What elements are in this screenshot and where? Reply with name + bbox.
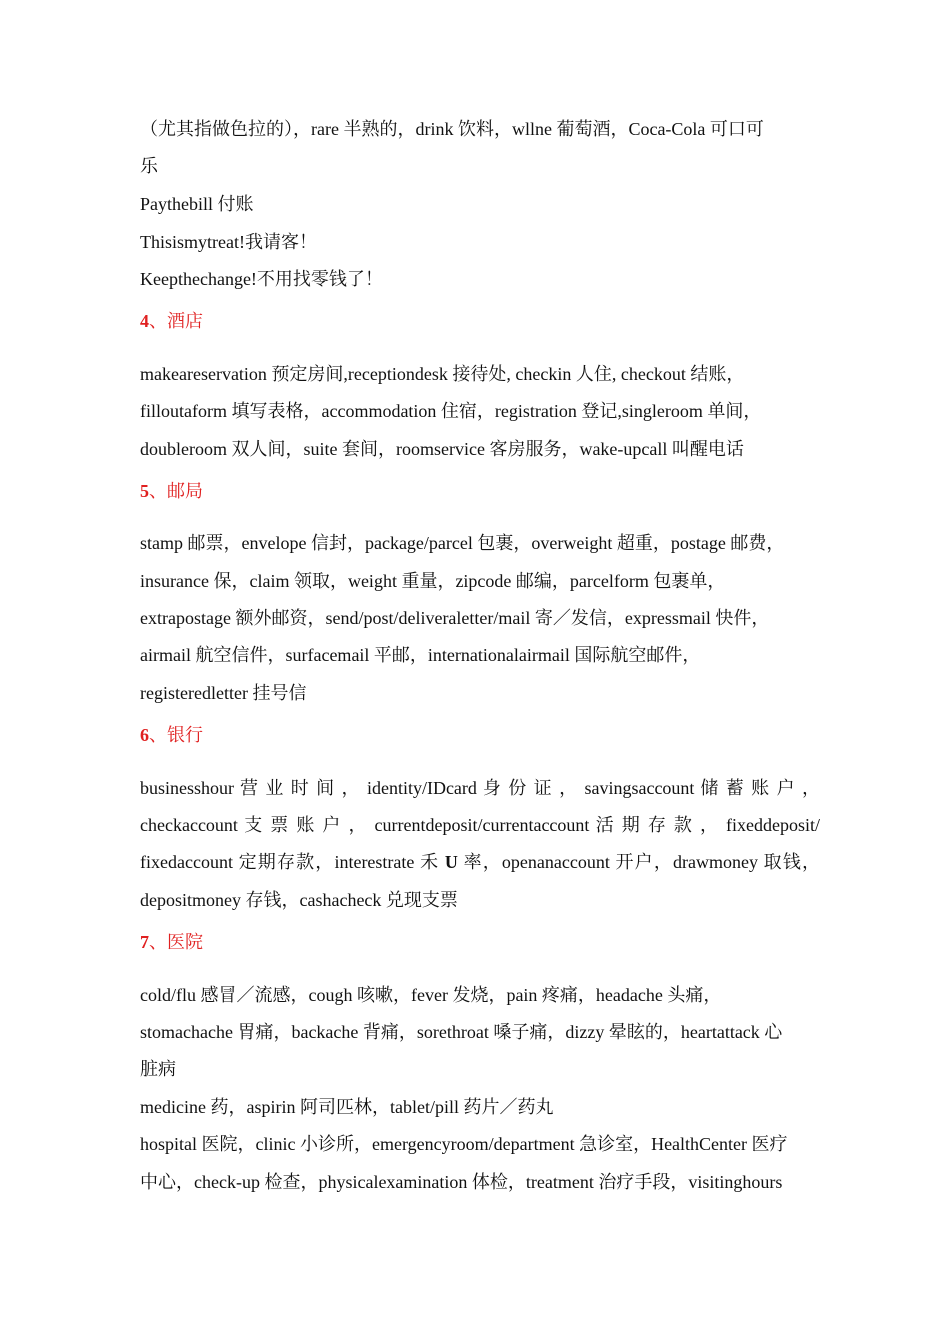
food-line-2: 乐 [140, 156, 158, 176]
hotel-line-1: makeareservation 预定房间,receptiondesk 接待处, checkin 人住, checkout 结账， [140, 364, 745, 384]
post-line-2: insurance 保，claim 领取，weight 重量，zipcode 邮编，parcelform 包裹单， [140, 571, 726, 591]
hospital-line-4: medicine 药，aspirin 阿司匹林，tablet/pill 药片／药丸 [140, 1097, 554, 1117]
hotel-line-3: doubleroom 双人间，suite 套间，roomservice 客房服务，wake-upcall 叫醒电话 [140, 439, 744, 459]
post-line-5: registeredletter 挂号信 [140, 683, 307, 703]
food-line-1: （尤其指做色拉的），rare 半熟的，drink 饮料，wllne 葡萄酒，Coca-Cola 可口可 [140, 119, 764, 139]
section-title: 、银行 [149, 725, 203, 745]
bank-line-1: businesshour 营 业 时 间 ， identity/IDcard 身 份 证 ， savingsaccount 储 蓄 账 户 ， [140, 778, 820, 798]
section-heading-post-office [140, 479, 203, 503]
bank-line-3 [140, 850, 820, 874]
post-line-4: airmail 航空信件，surfacemail 平邮，internationalairmail 国际航空邮件， [140, 645, 701, 665]
hospital-line-6: 中心，check-up 检查，physicalexamination 体检，treatment 治疗手段，visitinghours [140, 1172, 783, 1192]
hospital-line-3: 脏病 [140, 1059, 176, 1079]
bank-line-3-bold-u: U [444, 852, 458, 872]
section-number: 7 [140, 932, 149, 952]
section-number: 5 [140, 481, 149, 501]
section-title: 、医院 [149, 932, 203, 952]
hospital-line-5: hospital 医院，clinic 小诊所，emergencyroom/department 急诊室，HealthCenter 医疗 [140, 1134, 788, 1154]
food-line-3: Paythebill 付账 [140, 194, 254, 214]
section-heading-bank [140, 723, 203, 747]
food-line-4: Thisismytreat!我请客！ [140, 232, 317, 252]
bank-line-4: depositmoney 存钱，cashacheck 兑现支票 [140, 890, 458, 910]
section-title: 、酒店 [149, 311, 203, 331]
post-line-3: extrapostage 额外邮资，send/post/deliveraletter/mail 寄／发信，expressmail 快件， [140, 608, 770, 628]
section-number: 6 [140, 725, 149, 745]
bank-line-3-part-a: fixedaccount 定期存款，interestrate 禾 [140, 852, 445, 872]
hotel-line-2: filloutaform 填写表格，accommodation 住宿，registration 登记,singleroom 单间， [140, 401, 762, 421]
bank-line-3-part-c: 率，openanaccount 开户，drawmoney 取钱， [457, 852, 820, 872]
section-number: 4 [140, 311, 149, 331]
section-heading-hospital [140, 930, 203, 954]
section-heading-hotel [140, 309, 203, 333]
section-title: 、邮局 [149, 481, 203, 501]
hospital-line-2: stomachache 胃痛，backache 背痛，sorethroat 嗓子痛，dizzy 晕眩的，heartattack 心 [140, 1022, 783, 1042]
post-line-1: stamp 邮票，envelope 信封，package/parcel 包裹，overweight 超重，postage 邮费， [140, 533, 785, 553]
food-line-5: Keepthechange!不用找零钱了！ [140, 269, 383, 289]
hospital-line-1: cold/flu 感冒／流感，cough 咳嗽，fever 发烧，pain 疼痛，headache 头痛， [140, 985, 722, 1005]
bank-line-2: checkaccount 支 票 账 户 ， currentdeposit/currentaccount 活 期 存 款 ， fixeddeposit/ [140, 815, 820, 835]
